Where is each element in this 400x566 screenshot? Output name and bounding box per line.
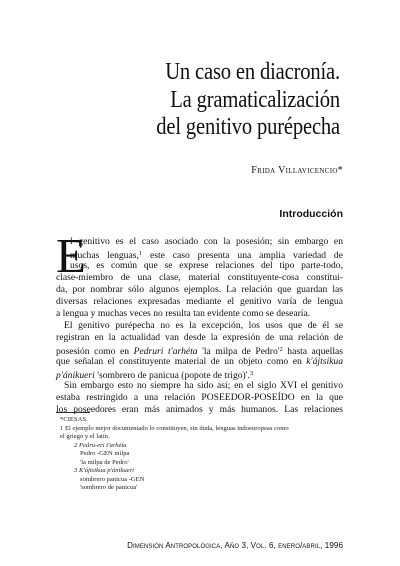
body-line: diversas relaciones expresadas mediante el genitivo varía de lengua: [56, 296, 343, 307]
page-footer: [127, 541, 343, 550]
example-term: p'ánikueri: [56, 370, 95, 381]
body-line: clase-miembro de una clase, material constituyente-cosa constitui-: [56, 272, 343, 283]
body-line: muchas lenguas,$^1$ este caso presenta una amplia variedad de: [70, 250, 343, 261]
author-name: Frida Villavicencio*: [251, 165, 343, 176]
body-line: El genitivo purépecha no es la excepción, los usos que de él se: [64, 320, 343, 331]
body-line: Sin embargo esto no siempre ha sido así; en el siglo XVI el genitivo: [64, 380, 343, 391]
footnote-1-cont: el griego y el latín.: [60, 433, 110, 440]
body-line: p'ánikueri 'sombrero de panicua (popote de trigo)'.$^3$: [56, 370, 254, 381]
footnote-2: 2 Pedru-eri t'arhéta: [74, 441, 127, 449]
footnote-divider: [56, 412, 90, 413]
issue-info: , Año 3, Vol. 6, enero/abril, 1996: [220, 541, 343, 550]
section-heading: Introducción: [279, 208, 343, 220]
footnote-2-gloss: Pedro -GEN milpa: [80, 450, 130, 457]
footnote-affiliation: *CIESAS.: [60, 416, 88, 423]
body-line: estaba restringido a una relación POSEEDOR-POSEÍDO en la que: [56, 392, 343, 403]
body-line: registran en la actualidad van desde la expresión de una relación de: [56, 332, 343, 343]
body-line: l genitivo es el caso asociado con la posesión; sin embargo en: [70, 236, 343, 247]
title-line-2: La gramaticalización: [170, 85, 340, 113]
footnotes: [60, 416, 342, 493]
body-line: da, por nombrar sólo algunos ejemplos. La relación que guardan las: [56, 284, 343, 295]
body-line: los poseedores eran más animados y más humanos. Las relaciones: [56, 404, 343, 415]
article-body: [56, 228, 343, 416]
example-term: Pedruri t'arhéta: [133, 346, 198, 357]
footnote-ref: 3: [249, 370, 254, 377]
footnote-ref: 2: [279, 346, 283, 353]
body-line: a lengua y muchas veces no resulta tan evidente como se desearía.: [56, 308, 311, 319]
drop-cap: E: [56, 228, 86, 283]
body-line: usos, es común que se exprese relaciones del tipo parte-todo,: [70, 260, 343, 271]
title-line-1: Un caso en diacronía.: [165, 58, 340, 85]
footnote-3-gloss: sombrero panicua -GEN: [80, 475, 145, 483]
footnote-3: 3 K'ájtsikua p'ánikueri: [74, 467, 134, 474]
footnote-3-translation: 'sombrero de panicua': [80, 484, 138, 491]
example-term: k'ájtsikua: [306, 356, 343, 367]
footnote-2-translation: 'la milpa de Pedro': [80, 458, 129, 466]
body-line: que señalan el constituyente material de un objeto como en k'ájtsikua: [56, 356, 343, 367]
footnote-1: 1 El ejemplo mejor documentado lo constituyen, sin duda, lenguas indoeuropeas como: [60, 424, 289, 432]
article-title: [88, 58, 340, 141]
body-line: posesión como en Pedruri t'arhéta 'la milpa de $Pedro'^2$ hasta aquellas: [56, 346, 343, 357]
footnote-ref: 1: [138, 250, 143, 257]
journal-name: Dimensión Antropológica: [127, 541, 221, 550]
title-line-3: del genitivo purépecha: [156, 113, 340, 140]
